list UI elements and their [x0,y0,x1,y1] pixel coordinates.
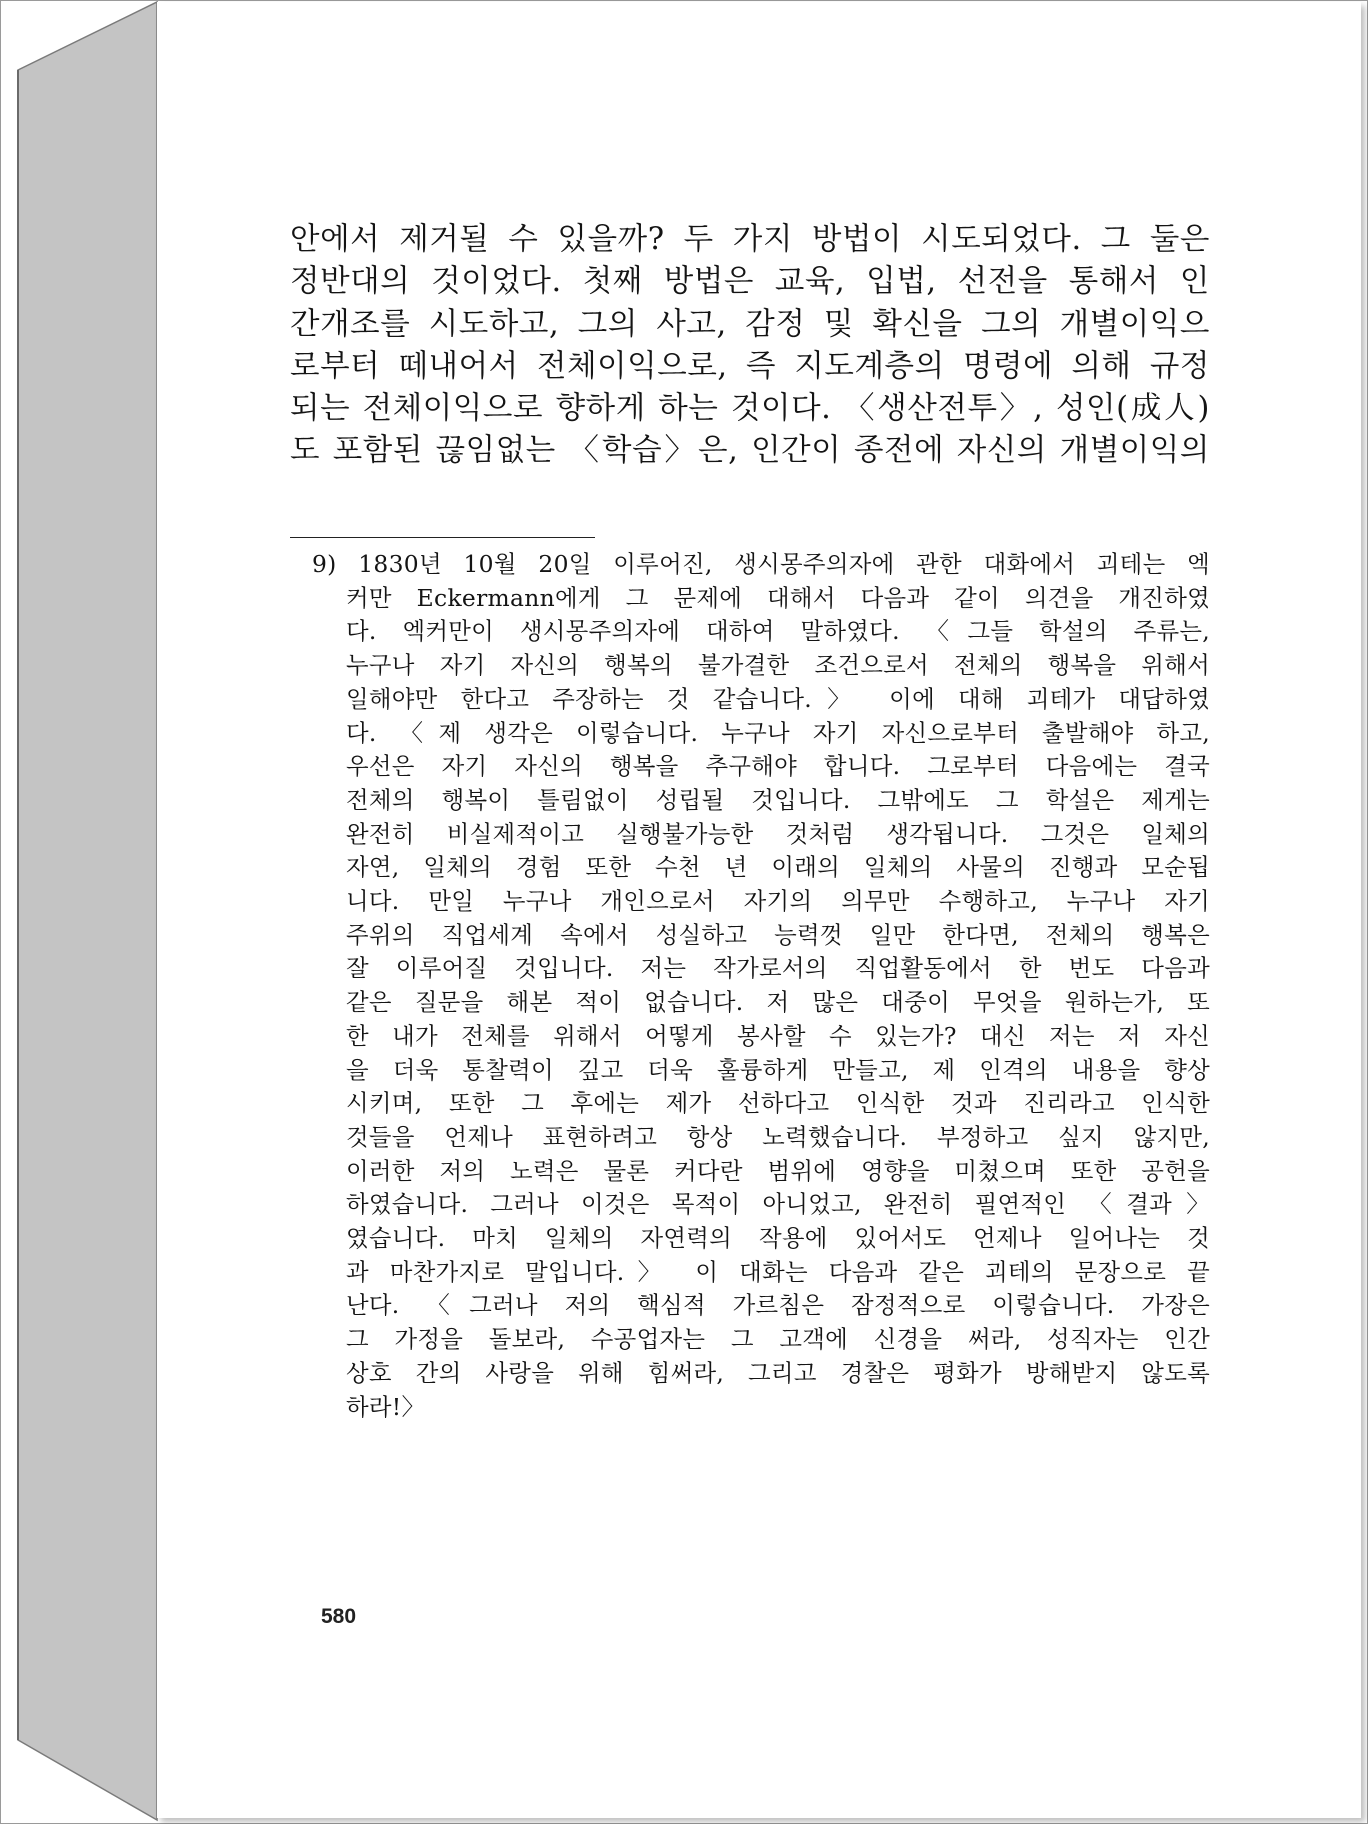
footnote-line: 주위의 직업세계 속에서 성실하고 능력껏 일만 한다면, 전체의 행복은 [346,920,1210,949]
main-line: 로부터 떼내어서 전체이익으로, 즉 지도계층의 명령에 의해 규정 [290,348,1210,384]
main-line: 안에서 제거될 수 있을까? 두 가지 방법이 시도되었다. 그 둘은 [290,222,1210,257]
footnote-line: 9) 1830년 10월 20일 이루어진, 생시몽주의자에 관한 대화에서 괴테는 엑 [312,550,1210,578]
footnote-line: 시키며, 또한 그 후에는 제가 선하다고 인식한 것과 진리라고 인식한 [346,1089,1210,1118]
footnote-line: 하였습니다. 그러나 이것은 목적이 아니었고, 완전히 필연적인 〈결과〉 [346,1190,1210,1219]
main-paragraph [290,219,1210,473]
main-line: 간개조를 시도하고, 그의 사고, 감정 및 확신을 그의 개별이익으 [290,306,1210,342]
footnote-line: 잘 이루어질 것입니다. 저는 작가로서의 직업활동에서 한 번도 다음과 [346,954,1210,983]
footnote-line: 같은 질문을 해본 적이 없습니다. 저 많은 대중이 무엇을 원하는가, 또 [346,988,1210,1017]
footnote-line: 완전히 비실제적이고 실행불가능한 것처럼 생각됩니다. 그것은 일체의 [346,819,1210,848]
footnote-line: 그 가정을 돌보라, 수공업자는 그 고객에 신경을 써라, 성직자는 인간 [346,1325,1210,1354]
main-line: 정반대의 것이었다. 첫째 방법은 교육, 입법, 선전을 통해서 인 [290,264,1210,300]
footnote-line: 다. 엑커만이 생시몽주의자에 대하여 말하였다. 〈그들 학설의 주류는, [346,617,1210,646]
footnote-line: 상호 간의 사랑을 위해 힘써라, 그리고 경찰은 평화가 방해받지 않도록 [346,1358,1210,1387]
page-number: 580 [321,1605,357,1628]
footnote-line: 한 내가 전체를 위해서 어떻게 봉사할 수 있는가? 대신 저는 저 자신 [346,1021,1210,1050]
footnote-separator [290,537,595,538]
footnote-line: 이러한 저의 노력은 물론 커다란 범위에 영향을 미쳤으며 또한 공헌을 [346,1156,1210,1185]
footnote-line: 누구나 자기 자신의 행복의 불가결한 조건으로서 전체의 행복을 위해서 [346,651,1210,680]
footnote-line: 일해야만 한다고 주장하는 것 같습니다.〉 이에 대해 괴테가 대답하였 [346,684,1210,713]
footnote-line: 였습니다. 마치 일체의 자연력의 작용에 있어서도 언제나 일어나는 것 [346,1224,1210,1253]
footnote-line: 을 더욱 통찰력이 깊고 더욱 훌륭하게 만들고, 제 인격의 내용을 향상 [346,1055,1210,1084]
footnote-block [312,548,1210,1424]
book-spine [0,0,162,1824]
footnote-line: 과 마찬가지로 말입니다.〉 이 대화는 다음과 같은 괴테의 문장으로 끝 [346,1257,1210,1286]
footnote-line: 커만 Eckermann에게 그 문제에 대해서 다음과 같이 의견을 개진하였 [346,583,1210,612]
footnote-line: 니다. 만일 누구나 개인으로서 자기의 의무만 수행하고, 누구나 자기 [346,887,1210,916]
footnote-line: 전체의 행복이 틀림없이 성립될 것입니다. 그밖에도 그 학설은 제게는 [346,785,1210,814]
footnote-line: 우선은 자기 자신의 행복을 추구해야 합니다. 그로부터 다음에는 결국 [346,752,1210,781]
main-line: 되는 전체이익으로 향하게 하는 것이다. 〈생산전투〉, 성인(成人) [290,391,1210,427]
footnote-line: 하라!〉 [346,1392,426,1421]
footnote-line: 자연, 일체의 경험 또한 수천 년 이래의 일체의 사물의 진행과 모순됩 [346,853,1210,882]
footnote-line: 다. 〈제 생각은 이렇습니다. 누구나 자기 자신으로부터 출발해야 하고, [346,718,1210,747]
main-line: 도 포함된 끊임없는 〈학습〉은, 인간이 종전에 자신의 개별이익의 [290,433,1210,469]
footnote-line: 것들을 언제나 표현하려고 항상 노력했습니다. 부정하고 싶지 않지만, [346,1122,1210,1151]
footnote-line: 난다. 〈그러나 저의 핵심적 가르침은 잠정적으로 이렇습니다. 가장은 [346,1291,1210,1320]
main-text-block [290,219,1210,473]
